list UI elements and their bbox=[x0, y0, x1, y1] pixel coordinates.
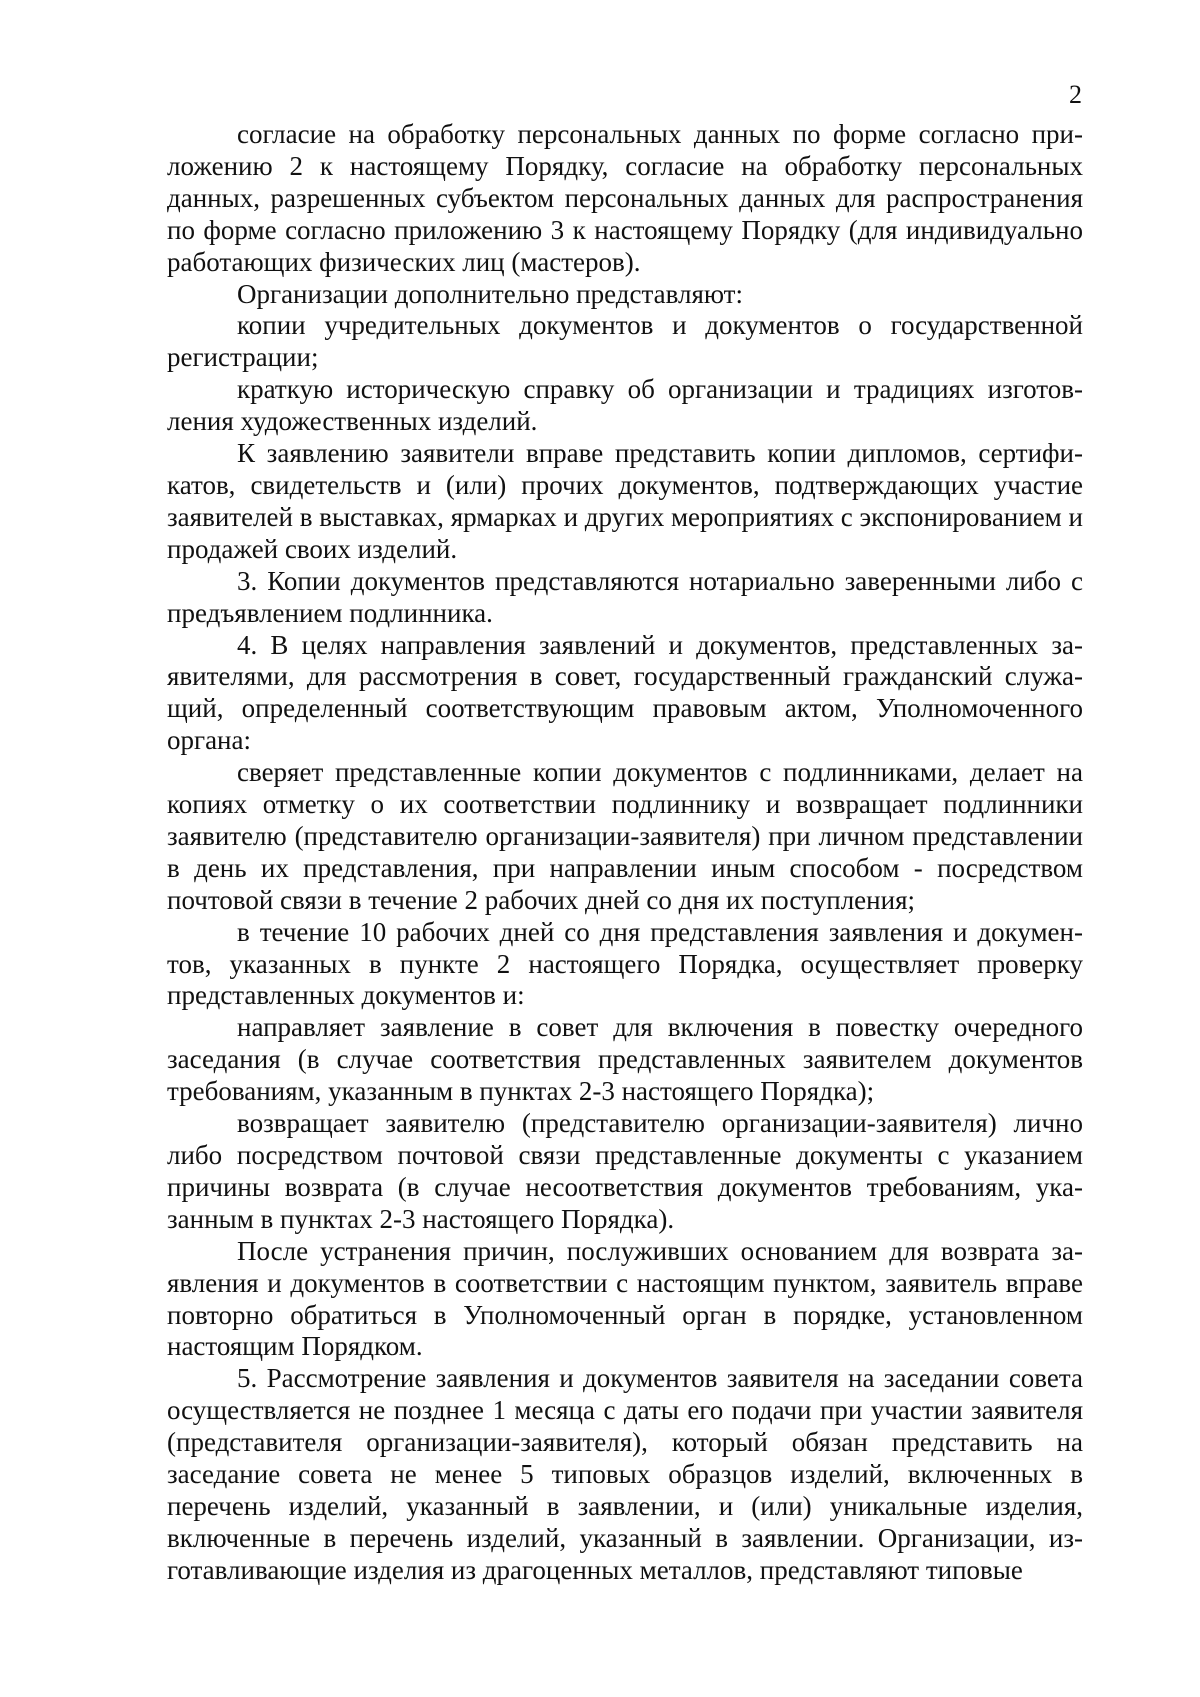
page-number: 2 bbox=[1069, 80, 1082, 109]
paragraph-after-elimination: После устранения причин, послуживших основанием для возврата заявления и документов в соответствии с настоящим пунктом, заявитель вправе повторно обратиться в Уполномоченный орган в порядке, установленном настоящим Порядком. bbox=[167, 1235, 1083, 1362]
paragraph-item-4-intro: 4. В целях направления заявлений и документов, представленных заявителями, для рассмотрения в совет, государственный гражданский служащий, определенный соответствующим правовым актом, Уполномоченного органа: bbox=[167, 629, 1083, 756]
paragraph-historical-reference: краткую историческую справку об организации и традициях изготовления художественных изделий. bbox=[167, 374, 1083, 437]
paragraph-sends-to-council: направляет заявление в совет для включения в повестку очередного заседания (в случае соответствия представленных заявителем документов требованиям, указанным в пунктах 2-3 настоящего Порядка); bbox=[167, 1012, 1083, 1107]
document-body bbox=[167, 119, 1083, 1587]
paragraph-founding-documents: копии учредительных документов и документов о государственной регистрации; bbox=[167, 310, 1083, 373]
paragraph-returns-documents: возвращает заявителю (представителю организации-заявителя) лично либо посредством почтовой связи представленные документы с указанием причины возврата (в случае несоответствия документов требованиям, указанным в пунктах 2-3 настоящего Порядка). bbox=[167, 1108, 1083, 1234]
paragraph-item-5-consideration: 5. Рассмотрение заявления и документов заявителя на заседании совета осуществляется не позднее 1 месяца с даты его подачи при участии заявителя (представителя организации-заявителя), который обязан представить на заседание совета не менее 5 типовых образцов изделий, включенных в перечень изделий, указанный в заявлении, и (или) уникальные изделия, включенные в перечень изделий, указанный в заявлении. Организации, изготавливающие изделия из драгоценных металлов, представляют типовые bbox=[167, 1363, 1083, 1585]
paragraph-ten-working-days: в течение 10 рабочих дней со дня представления заявления и документов, указанных в пункте 2 настоящего Порядка, осуществляет проверку представленных документов и: bbox=[167, 916, 1083, 1011]
paragraph-consent-personal-data: согласие на обработку персональных данных по форме согласно приложению 2 к настоящему Порядку, согласие на обработку персональных данных, разрешенных субъектом персональных данных для распространения по форме согласно приложению 3 к настоящему Порядку (для индивидуально работающих физических лиц (мастеров). bbox=[167, 119, 1083, 277]
paragraph-item-3-copies: 3. Копии документов представляются нотариально заверенными либо с предъявлением подлинника. bbox=[167, 565, 1083, 628]
paragraph-diplomas-certificates: К заявлению заявители вправе представить копии дипломов, сертификатов, свидетельств и (или) прочих документов, подтверждающих участие заявителей в выставках, ярмарках и других мероприятиях с экспонированием и продажей своих изделий. bbox=[167, 438, 1083, 564]
paragraph-organizations-additionally: Организации дополнительно представляют: bbox=[237, 278, 743, 309]
paragraph-verifies-copies: сверяет представленные копии документов с подлинниками, делает на копиях отметку о их соответствии подлиннику и возвращает подлинники заявителю (представителю организации-заявителя) при личном представлении в день их представления, при направлении иным способом - посредством почтовой связи в течение 2 рабочих дней со дня их поступления; bbox=[167, 757, 1083, 915]
